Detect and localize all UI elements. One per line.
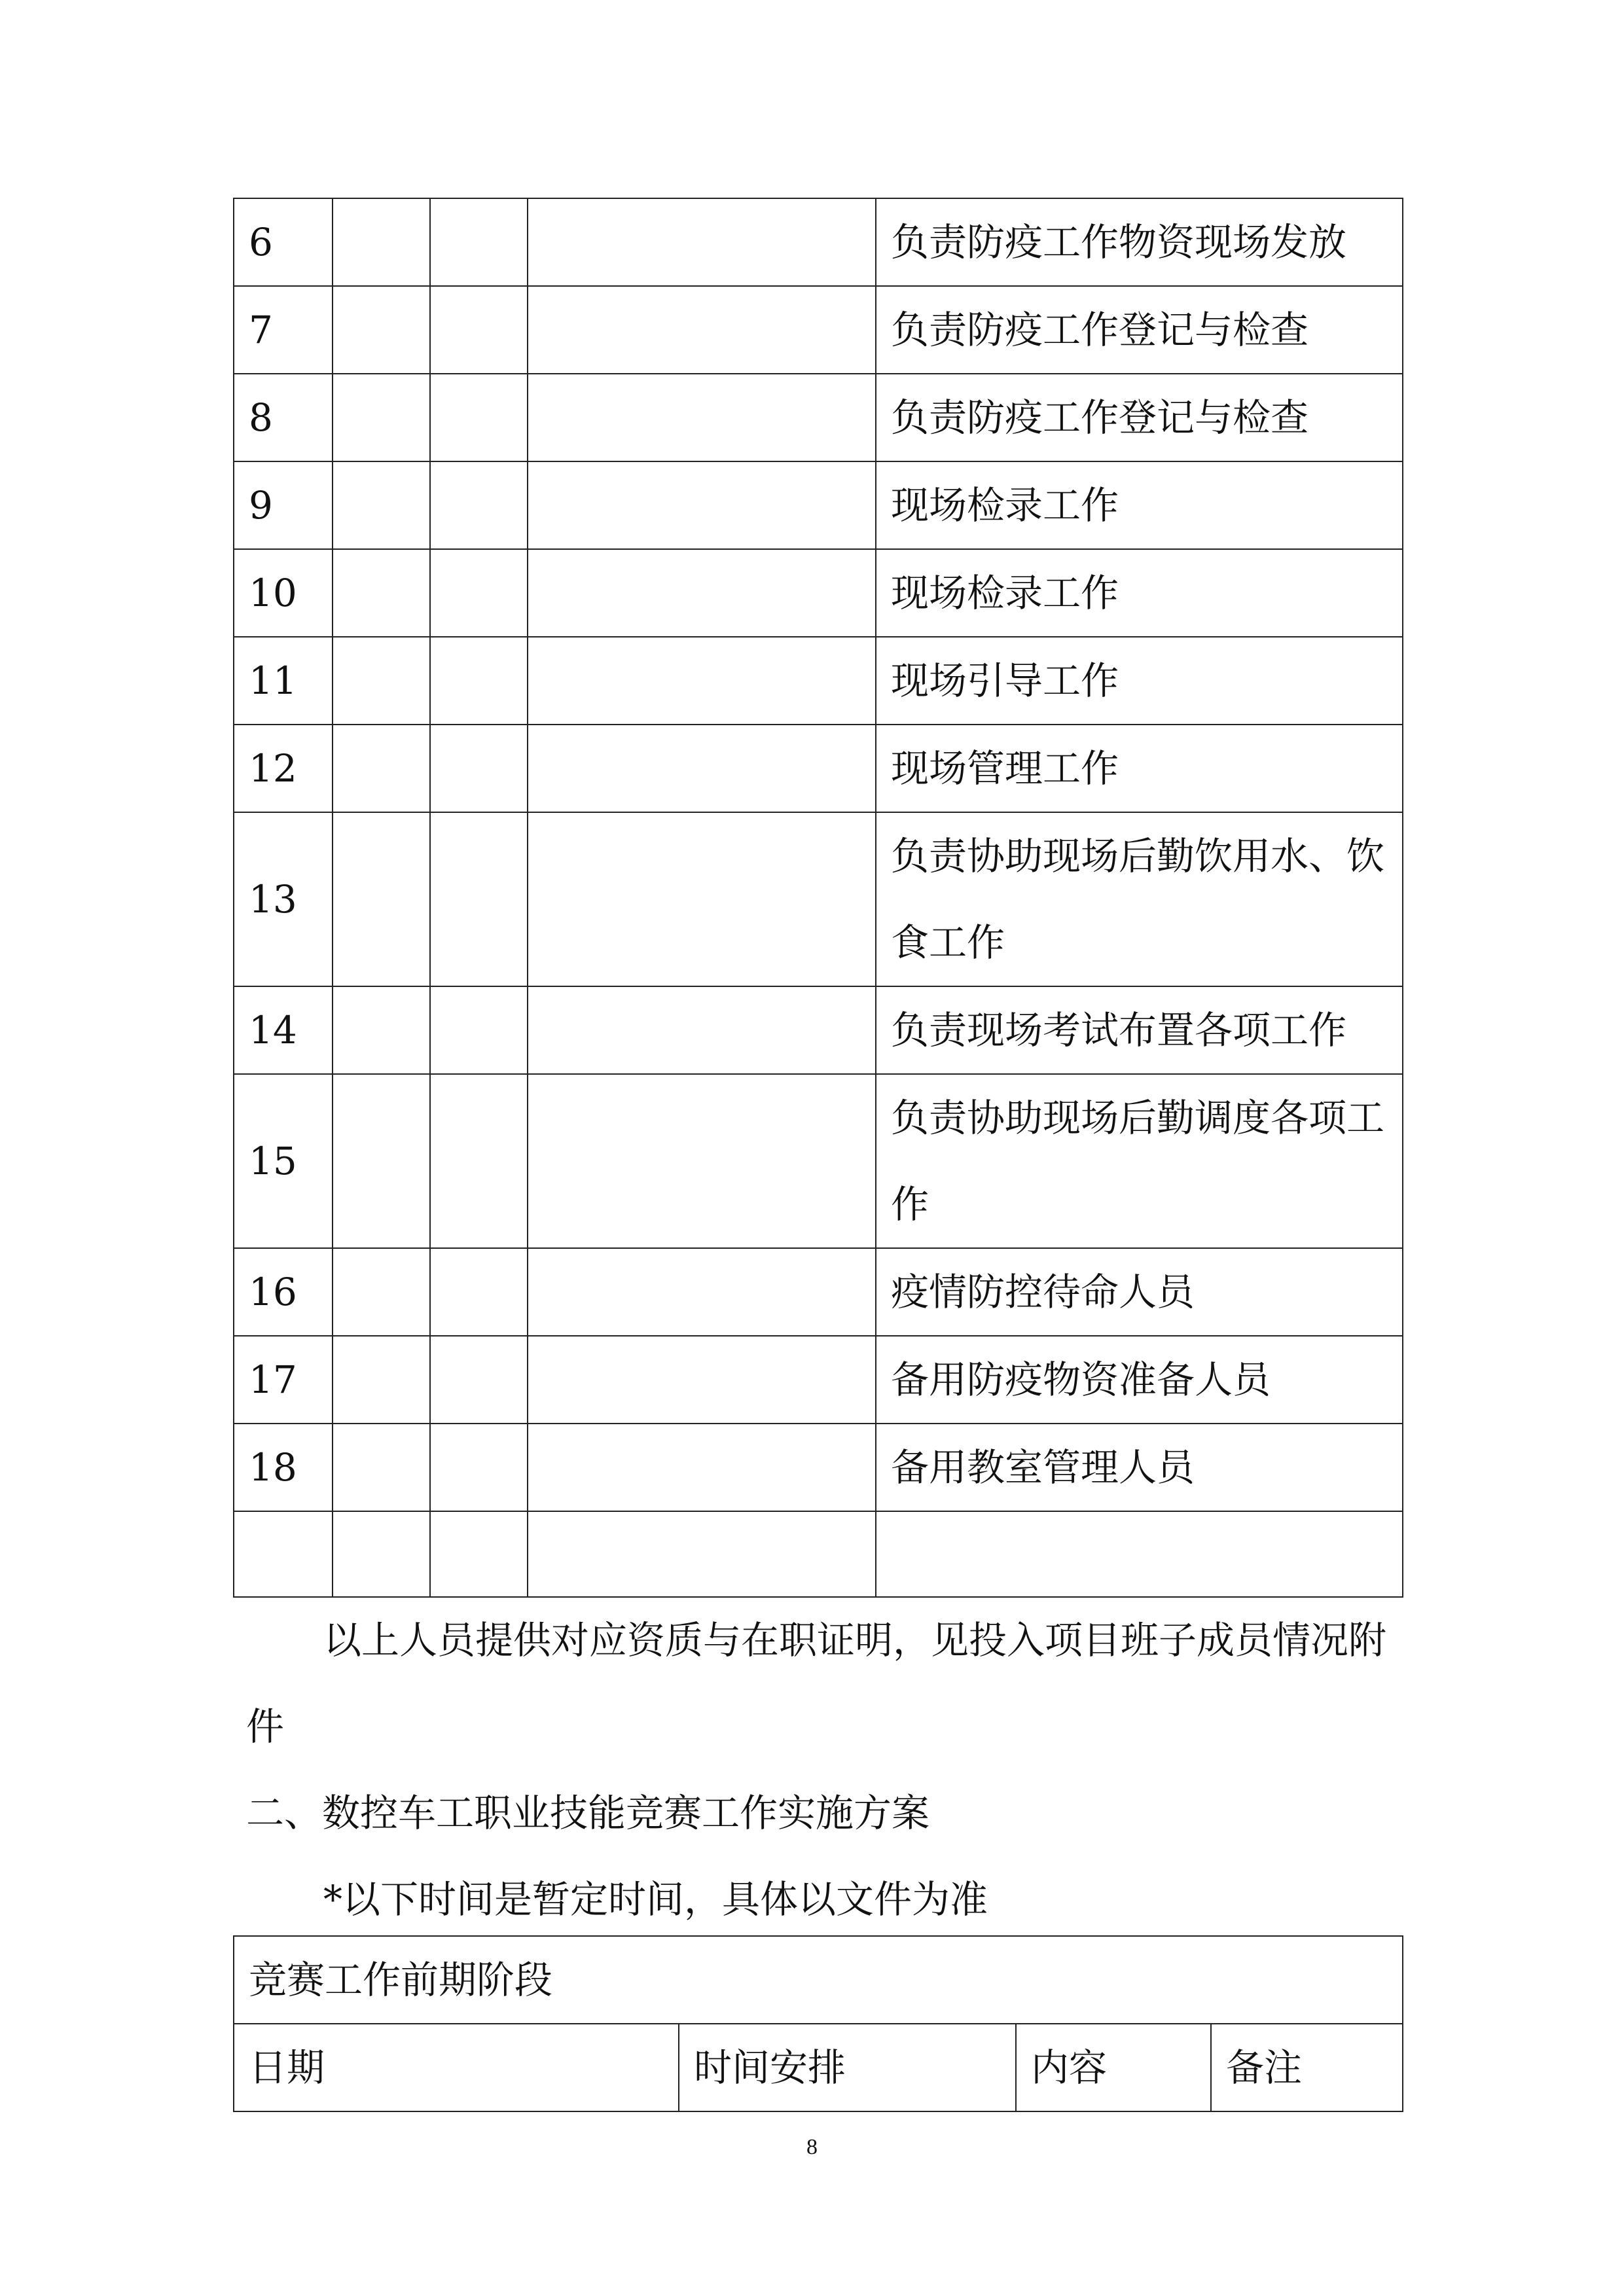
duty-cell: 负责协助现场后勤饮用水、饮食工作 (876, 812, 1403, 986)
table-row (234, 374, 1403, 461)
blank-cell (333, 549, 430, 637)
section-heading: 二、数控车工职业技能竞赛工作实施方案 (246, 1791, 930, 1835)
blank-cell (528, 374, 876, 461)
blank-cell (528, 812, 876, 986)
duty-cell: 现场检录工作 (876, 549, 1403, 637)
duty-cell: 现场管理工作 (876, 725, 1403, 812)
blank-cell (333, 1248, 430, 1336)
row-number-cell: 6 (234, 198, 333, 286)
table-row (234, 549, 1403, 637)
duty-cell: 疫情防控待命人员 (876, 1248, 1403, 1336)
duty-cell: 现场检录工作 (876, 461, 1403, 549)
row-number-cell: 10 (234, 549, 333, 637)
blank-cell (333, 374, 430, 461)
row-number-cell: 7 (234, 286, 333, 374)
duty-cell: 负责防疫工作物资现场发放 (876, 198, 1403, 286)
blank-cell (333, 725, 430, 812)
table-row (234, 1336, 1403, 1424)
blank-cell (333, 286, 430, 374)
blank-cell (333, 812, 430, 986)
staff-note-paragraph: 以上人员提供对应资质与在职证明，见投入项目班子成员情况附件 (246, 1618, 1387, 1749)
blank-cell (528, 1424, 876, 1511)
blank-cell (430, 637, 528, 725)
blank-cell (528, 286, 876, 374)
duty-cell: 负责防疫工作登记与检查 (876, 286, 1403, 374)
row-number-cell: 9 (234, 461, 333, 549)
blank-cell (430, 1511, 528, 1597)
header-date: 日期 (234, 2024, 679, 2111)
blank-cell (528, 549, 876, 637)
duty-cell: 现场引导工作 (876, 637, 1403, 725)
row-number-cell: 13 (234, 812, 333, 986)
blank-cell (430, 198, 528, 286)
blank-cell (430, 286, 528, 374)
table-row (234, 637, 1403, 725)
header-content: 内容 (1016, 2024, 1211, 2111)
table-row (234, 1424, 1403, 1511)
schedule-header-row (234, 2024, 1403, 2111)
table-row (234, 461, 1403, 549)
table-row (234, 1074, 1403, 1248)
blank-cell (528, 986, 876, 1074)
table-row (234, 812, 1403, 986)
blank-cell (430, 461, 528, 549)
blank-cell (430, 549, 528, 637)
blank-cell (333, 1511, 430, 1597)
row-number-cell: 15 (234, 1074, 333, 1248)
duty-cell: 负责协助现场后勤调度各项工作 (876, 1074, 1403, 1248)
schedule-title-row (234, 1936, 1403, 2024)
blank-cell (528, 1074, 876, 1248)
blank-cell (430, 1074, 528, 1248)
row-number-cell: 11 (234, 637, 333, 725)
header-time: 时间安排 (679, 2024, 1016, 2111)
blank-cell (528, 637, 876, 725)
table-row (234, 725, 1403, 812)
blank-cell (528, 1336, 876, 1424)
blank-cell (528, 1511, 876, 1597)
row-number-cell: 18 (234, 1424, 333, 1511)
page-number: 8 (806, 2135, 818, 2159)
blank-cell (333, 986, 430, 1074)
table-row (234, 198, 1403, 286)
table-row (234, 286, 1403, 374)
blank-cell (430, 374, 528, 461)
row-number-cell: 14 (234, 986, 333, 1074)
staff-assignment-table (233, 198, 1403, 1598)
duty-cell: 负责现场考试布置各项工作 (876, 986, 1403, 1074)
blank-cell (333, 461, 430, 549)
row-number-cell (234, 1511, 333, 1597)
schedule-title-cell: 竞赛工作前期阶段 (234, 1936, 1403, 2024)
blank-cell (430, 986, 528, 1074)
header-remarks: 备注 (1211, 2024, 1403, 2111)
blank-cell (333, 1074, 430, 1248)
table-row (234, 1511, 1403, 1597)
blank-cell (430, 812, 528, 986)
schedule-disclaimer: *以下时间是暂定时间，具体以文件为准 (323, 1877, 988, 1922)
blank-cell (333, 198, 430, 286)
blank-cell (430, 1336, 528, 1424)
table-row (234, 986, 1403, 1074)
duty-cell: 负责防疫工作登记与检查 (876, 374, 1403, 461)
table-row (234, 1248, 1403, 1336)
duty-cell: 备用防疫物资准备人员 (876, 1336, 1403, 1424)
blank-cell (430, 725, 528, 812)
blank-cell (528, 198, 876, 286)
blank-cell (430, 1424, 528, 1511)
blank-cell (528, 461, 876, 549)
row-number-cell: 12 (234, 725, 333, 812)
blank-cell (528, 1248, 876, 1336)
duty-cell: 备用教室管理人员 (876, 1424, 1403, 1511)
competition-schedule-table (233, 1935, 1403, 2112)
blank-cell (333, 1424, 430, 1511)
blank-cell (430, 1248, 528, 1336)
blank-cell (528, 725, 876, 812)
row-number-cell: 16 (234, 1248, 333, 1336)
row-number-cell: 8 (234, 374, 333, 461)
blank-cell (333, 1336, 430, 1424)
blank-cell (333, 637, 430, 725)
duty-cell (876, 1511, 1403, 1597)
row-number-cell: 17 (234, 1336, 333, 1424)
